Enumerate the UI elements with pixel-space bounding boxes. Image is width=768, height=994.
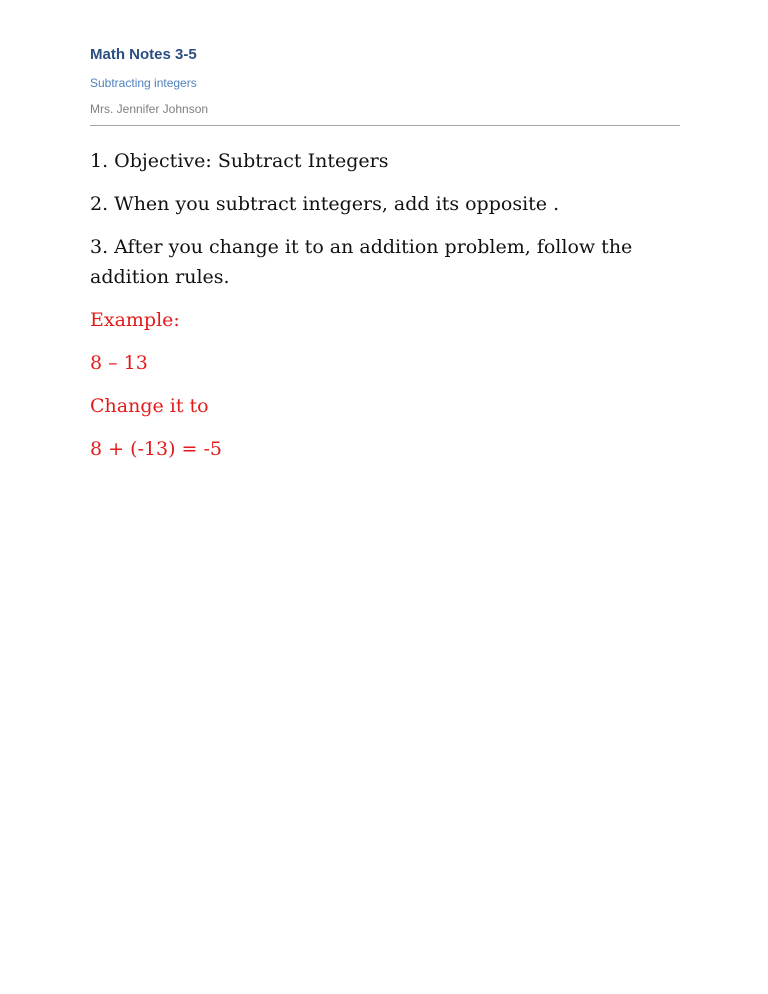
example-instruction: Change it to (90, 395, 209, 417)
note-subtract-rule: 2. When you subtract integers, add its opposite . (90, 193, 560, 215)
header-divider (90, 125, 680, 126)
document-header (90, 44, 680, 117)
example-solution: 8 + (-13) = -5 (90, 438, 223, 460)
document-author: Mrs. Jennifer Johnson (90, 102, 209, 116)
note-addition-rules: 3. After you change it to an addition problem, follow the addition rules. (90, 236, 633, 288)
document-body (90, 146, 650, 477)
example-label: Example: (90, 309, 180, 331)
document-subtitle: Subtracting integers (90, 76, 197, 90)
document-title: Math Notes 3-5 (90, 46, 197, 63)
note-objective: 1. Objective: Subtract Integers (90, 150, 389, 172)
example-problem: 8 – 13 (90, 352, 148, 374)
